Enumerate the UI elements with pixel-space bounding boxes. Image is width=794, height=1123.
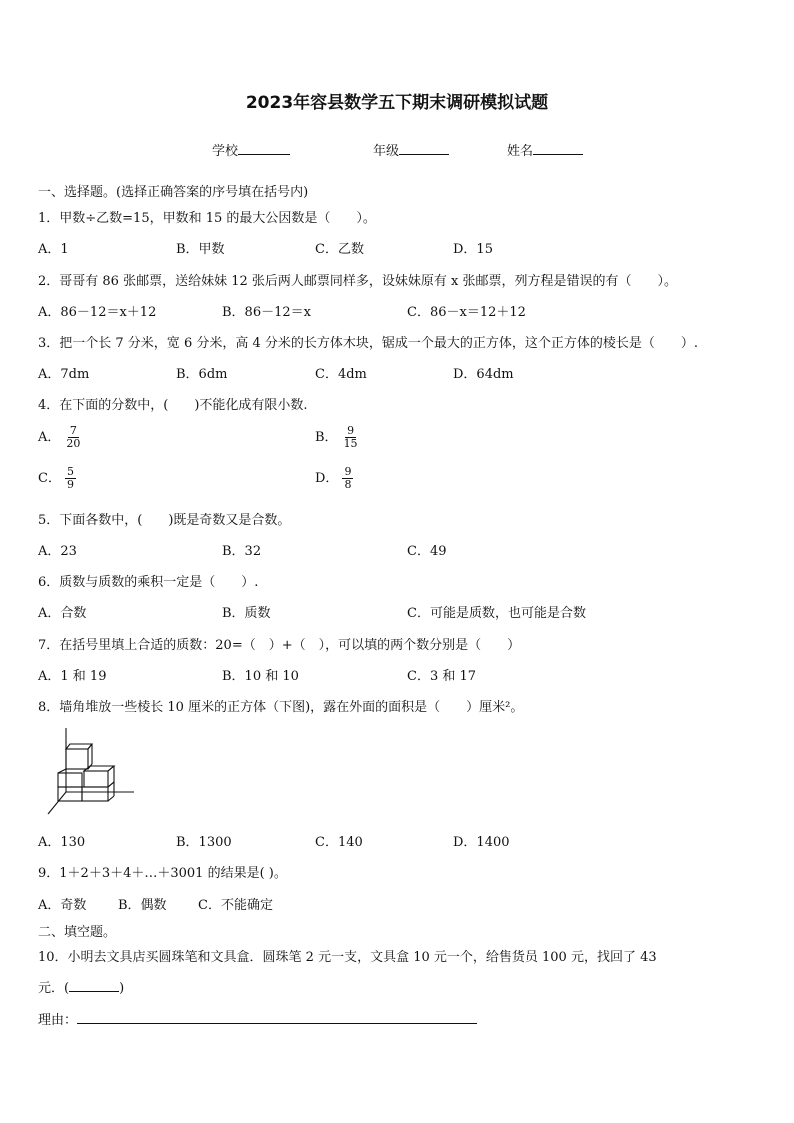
denominator: 20 xyxy=(66,437,81,450)
option-c[interactable]: C．可能是质数，也可能是合数 xyxy=(407,606,586,621)
question-6 xyxy=(0,571,794,591)
option-d[interactable] xyxy=(315,466,353,491)
reason-field xyxy=(38,1009,477,1028)
school-field xyxy=(212,140,290,159)
option-b[interactable]: B．32 xyxy=(222,544,262,559)
option-b[interactable]: B．6dm xyxy=(176,367,228,382)
option-d[interactable]: D．64dm xyxy=(453,367,514,382)
section-heading-fill: 二、填空题。 xyxy=(38,925,117,940)
option-d[interactable]: D．15 xyxy=(453,242,493,257)
question-5 xyxy=(0,509,794,529)
option-label: A． xyxy=(38,430,61,445)
option-a[interactable]: A．130 xyxy=(38,835,86,850)
question-text: 2．哥哥有 86 张邮票，送给妹妹 12 张后两人邮票同样多，设妹妹原有 x 张邮票，列方程是错误的有（ ）。 xyxy=(38,274,677,289)
reason-label: 理由： xyxy=(38,1013,78,1028)
question-5-options xyxy=(0,540,794,560)
question-8 xyxy=(0,696,794,716)
option-a[interactable]: A．23 xyxy=(38,544,77,559)
question-3-options xyxy=(0,363,794,383)
question-10 xyxy=(0,946,794,966)
question-2 xyxy=(0,270,794,290)
option-label: D． xyxy=(315,471,339,486)
question-3 xyxy=(0,332,794,352)
name-label: 姓名 xyxy=(507,144,534,159)
option-c[interactable]: C．3 和 17 xyxy=(407,669,477,684)
reason-blank[interactable] xyxy=(77,1023,477,1024)
question-text: 8．墙角堆放一些棱长 10 厘米的正方体（下图)，露在外面的面积是（ ）厘米²。 xyxy=(38,700,524,715)
numerator: 9 xyxy=(347,424,355,437)
option-c[interactable] xyxy=(38,466,76,491)
grade-blank[interactable] xyxy=(399,154,449,155)
name-blank[interactable] xyxy=(533,154,583,155)
option-c[interactable]: C．86－x＝12＋12 xyxy=(407,305,526,320)
fraction xyxy=(64,425,82,450)
grade-label: 年级 xyxy=(373,144,400,159)
option-label: C． xyxy=(38,471,61,486)
option-c[interactable]: C．不能确定 xyxy=(198,898,273,913)
denominator: 8 xyxy=(344,478,352,491)
denominator: 15 xyxy=(343,437,358,450)
option-c[interactable]: C．4dm xyxy=(315,367,367,382)
question-4 xyxy=(0,394,794,414)
option-a[interactable]: A．1 和 19 xyxy=(38,669,107,684)
answer-prefix: 元．( xyxy=(38,981,70,996)
option-a[interactable]: A．86－12＝x＋12 xyxy=(38,305,157,320)
option-label: B． xyxy=(315,430,338,445)
question-9 xyxy=(0,862,794,882)
answer-blank[interactable] xyxy=(69,991,119,992)
option-d[interactable]: D．1400 xyxy=(453,835,510,850)
option-c[interactable]: C．乙数 xyxy=(315,242,364,257)
fraction xyxy=(342,466,353,491)
question-2-options xyxy=(0,301,794,321)
option-b[interactable] xyxy=(315,425,360,450)
option-a[interactable]: A．7dm xyxy=(38,367,90,382)
question-text: 7．在括号里填上合适的质数：20=（ ）+（ ），可以填的两个数分别是（ ） xyxy=(38,638,521,653)
page-title: 2023年容县数学五下期末调研模拟试题 xyxy=(245,93,549,113)
option-b[interactable]: B．86－12＝x xyxy=(222,305,311,320)
option-b[interactable]: B．1300 xyxy=(176,835,232,850)
question-6-options xyxy=(0,602,794,622)
question-text: 9．1＋2＋3＋4＋…＋3001 的结果是( )。 xyxy=(38,866,287,881)
question-10-answer xyxy=(38,977,124,996)
grade-field xyxy=(373,140,449,159)
question-text: 10．小明去文具店买圆珠笔和文具盒．圆珠笔 2 元一支，文具盒 10 元一个，给售货员 100 元，找回了 43 xyxy=(38,950,657,965)
option-b[interactable]: B．10 和 10 xyxy=(222,669,299,684)
fraction xyxy=(342,425,360,450)
option-b[interactable]: B．质数 xyxy=(222,606,271,621)
question-7 xyxy=(0,634,794,654)
option-b[interactable]: B．甲数 xyxy=(176,242,225,257)
numerator: 5 xyxy=(66,465,74,478)
section-heading-choice: 一、选择题。(选择正确答案的序号填在括号内) xyxy=(38,185,309,200)
option-a[interactable]: A．1 xyxy=(38,242,69,257)
option-a[interactable]: A．奇数 xyxy=(38,898,87,913)
cube-stack-figure xyxy=(44,726,140,824)
option-b[interactable]: B．偶数 xyxy=(118,898,167,913)
question-text: 3．把一个长 7 分米，宽 6 分米，高 4 分米的长方体木块，锯成一个最大的正方体，这个正方体的棱长是（ ）. xyxy=(38,336,699,351)
option-a[interactable] xyxy=(38,425,82,450)
question-7-options xyxy=(0,665,794,685)
question-text: 4．在下面的分数中，( )不能化成有限小数. xyxy=(38,398,308,413)
question-1-options xyxy=(0,238,794,258)
option-a[interactable]: A．合数 xyxy=(38,606,87,621)
question-text: 6．质数与质数的乘积一定是（ ）. xyxy=(38,575,259,590)
question-text: 5．下面各数中，( )既是奇数又是合数。 xyxy=(38,513,291,528)
question-9-options xyxy=(0,894,794,914)
fraction xyxy=(65,466,76,491)
question-text: 1．甲数÷乙数=15，甲数和 15 的最大公因数是（ ）。 xyxy=(38,211,376,226)
option-c[interactable]: C．140 xyxy=(315,835,363,850)
question-1 xyxy=(0,207,794,227)
name-field xyxy=(507,140,583,159)
answer-suffix: ) xyxy=(119,981,125,996)
option-c[interactable]: C．49 xyxy=(407,544,447,559)
numerator: 9 xyxy=(344,465,352,478)
question-8-options xyxy=(0,831,794,851)
numerator: 7 xyxy=(69,424,77,437)
denominator: 9 xyxy=(66,478,74,491)
school-label: 学校 xyxy=(212,144,239,159)
school-blank[interactable] xyxy=(238,154,290,155)
